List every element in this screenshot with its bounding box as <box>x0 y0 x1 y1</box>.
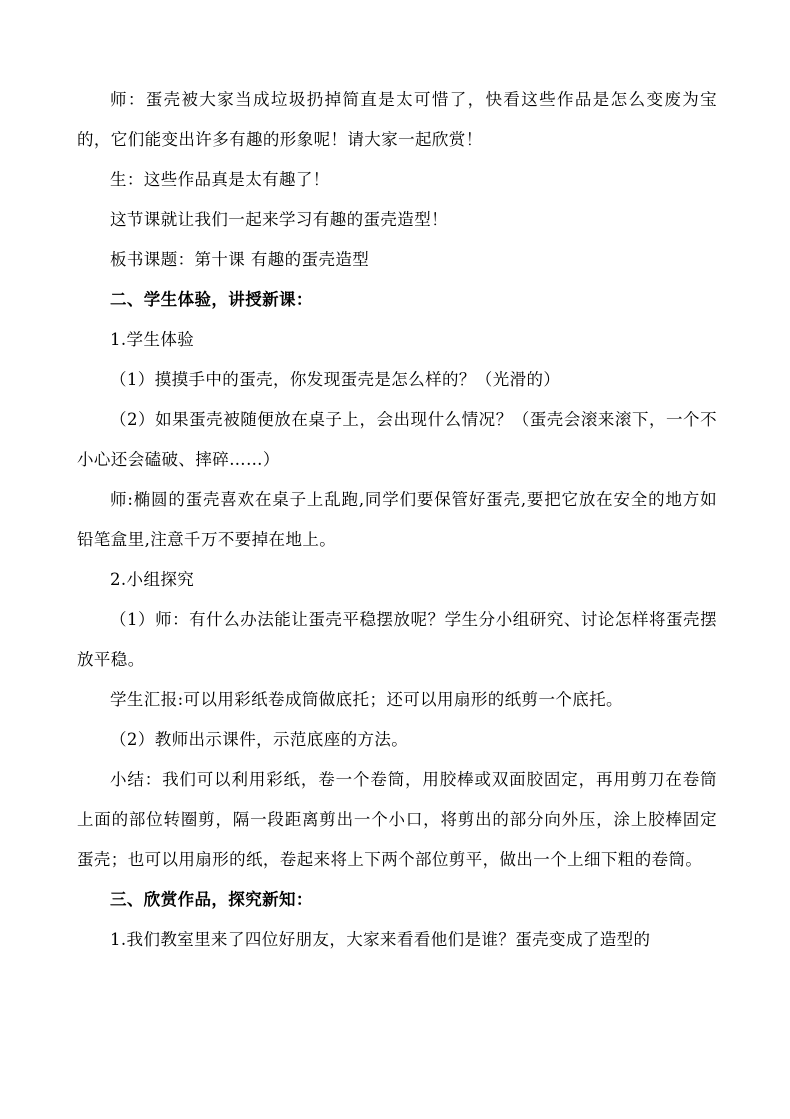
subheading-student-experience: 1.学生体验 <box>110 330 195 349</box>
section-heading-2: 二、学生体验，讲授新课： <box>110 290 313 309</box>
paragraph-four-friends: 1.我们教室里来了四位好朋友，大家来看看他们是谁？蛋壳变成了造型的 <box>110 930 651 949</box>
paragraph-student-report: 学生汇报:可以用彩纸卷成筒做底托；还可以用扇形的纸剪一个底托。 <box>110 690 623 709</box>
paragraph-teacher-intro: 师：蛋壳被大家当成垃圾扔掉简直是太可惜了，快看这些作品是怎么变废为宝的，它们能变出许多有趣的形象呢！请大家一起欣赏！ <box>77 90 717 149</box>
paragraph-lesson-intro: 这节课就让我们一起来学习有趣的蛋壳造型！ <box>110 210 448 229</box>
paragraph-student-response: 生：这些作品真是太有趣了！ <box>110 170 330 189</box>
paragraph-summary: 小结：我们可以利用彩纸，卷一个卷筒，用胶棒或双面胶固定，再用剪刀在卷筒上面的部位转圈剪，隔一段距离剪出一个小口，将剪出的部分向外压，涂上胶棒固定蛋壳；也可以用扇形的纸，卷起来将上下两个部位剪平，做出一个上细下粗的卷筒。 <box>77 770 717 869</box>
subheading-group-exploration: 2.小组探究 <box>110 570 195 589</box>
paragraph-teacher-safety: 师:椭圆的蛋壳喜欢在桌子上乱跑,同学们要保管好蛋壳,要把它放在安全的地方如铅笔盒里,注意千万不要掉在地上。 <box>77 490 717 549</box>
list-item-shell-on-table: （2）如果蛋壳被随便放在桌子上，会出现什么情况？（蛋壳会滚来滚下，一个不小心还会磕破、摔碎……） <box>77 410 717 469</box>
paragraph-board-title: 板书课题：第十课 有趣的蛋壳造型 <box>110 250 370 269</box>
list-item-touch-shell: （1）摸摸手中的蛋壳，你发现蛋壳是怎么样的？（光滑的） <box>110 370 561 389</box>
list-item-teacher-demo: （2）教师出示课件，示范底座的方法。 <box>110 730 409 749</box>
document-body <box>77 80 717 960</box>
section-heading-3: 三、欣赏作品，探究新知： <box>110 890 313 909</box>
list-item-stabilize-shell: （1）师：有什么办法能让蛋壳平稳摆放呢？学生分小组研究、讨论怎样将蛋壳摆放平稳。 <box>77 610 717 669</box>
